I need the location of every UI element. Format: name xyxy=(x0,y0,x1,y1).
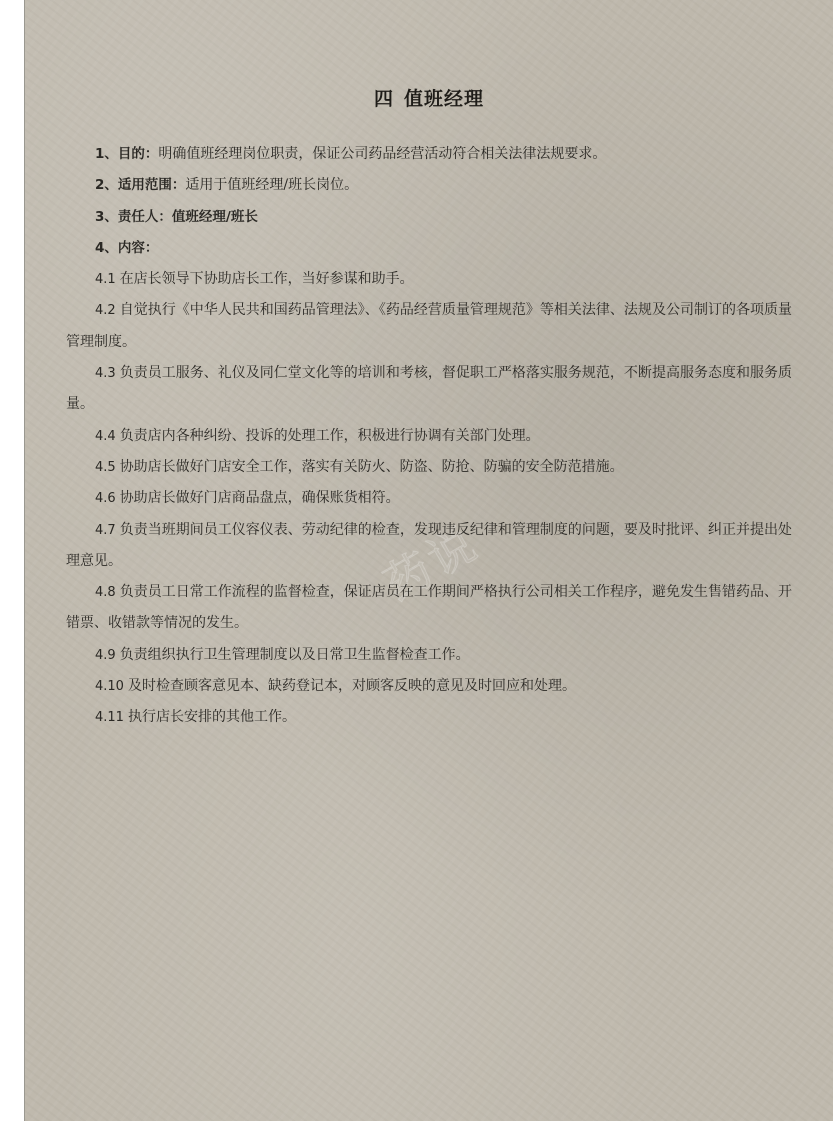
paragraph-scope xyxy=(66,170,792,201)
clause-number: 4.7 xyxy=(95,522,116,538)
clause-number: 4.11 xyxy=(95,710,124,726)
clause-4-9 xyxy=(66,640,792,671)
clause-4-2 xyxy=(66,295,792,358)
clause-text: 协助店长做好门店安全工作，落实有关防火、防盗、防抢、防骗的安全防范措施。 xyxy=(119,458,624,475)
page-title xyxy=(25,84,833,111)
clause-text: 及时检查顾客意见本、缺药登记本，对顾客反映的意见及时回应和处理。 xyxy=(127,678,576,695)
clause-text: 协助店长做好门店商品盘点，确保账货相符。 xyxy=(119,490,400,507)
paragraph-text: 适用于值班经理/班长岗位。 xyxy=(185,177,359,194)
clause-text: 负责员工日常工作流程的监督检查，保证店员在工作期间严格执行公司相关工作程序，避免发生售错药品、开错票、收错款等情况的发生。 xyxy=(66,584,792,632)
paragraph-label: 3、责任人：值班经理/班长 xyxy=(95,208,258,225)
watermark: 药说 xyxy=(374,514,489,612)
clause-number: 4.6 xyxy=(95,491,116,507)
clause-text: 负责当班期间员工仪容仪表、劳动纪律的检查，发现违反纪律和管理制度的问题，要及时批评、纠正并提出处理意见。 xyxy=(66,521,792,569)
document-body xyxy=(66,139,792,734)
clause-4-11 xyxy=(66,702,792,733)
paragraph-content-heading xyxy=(66,233,792,264)
clause-number: 4.3 xyxy=(95,366,116,382)
clause-number: 4.1 xyxy=(95,272,116,288)
clause-text: 自觉执行《中华人民共和国药品管理法》、《药品经营质量管理规范》等相关法律、法规及公司制订的各项质量管理制度。 xyxy=(66,302,792,350)
page-left-margin xyxy=(0,0,25,1121)
paragraph-label: 4、内容： xyxy=(95,239,159,256)
paragraph-purpose xyxy=(66,139,792,170)
paragraph-label: 2、适用范围： xyxy=(95,177,186,194)
paragraph-label: 1、目的： xyxy=(95,146,159,162)
clause-text: 负责店内各种纠纷、投诉的处理工作，积极进行协调有关部门处理。 xyxy=(119,427,540,444)
clause-text: 负责组织执行卫生管理制度以及日常卫生监督检查工作。 xyxy=(119,646,470,663)
clause-number: 4.10 xyxy=(95,679,124,695)
clause-text: 执行店长安排的其他工作。 xyxy=(127,709,296,726)
clause-number: 4.2 xyxy=(95,303,116,319)
paragraph-text: 明确值班经理岗位职责，保证公司药品经营活动符合相关法律法规要求。 xyxy=(158,146,607,162)
document-page xyxy=(25,0,833,1121)
clause-4-8 xyxy=(66,577,792,640)
page-right-margin xyxy=(833,0,840,1121)
clause-number: 4.9 xyxy=(95,647,116,663)
clause-4-7 xyxy=(66,515,792,578)
title-text: 值班经理 xyxy=(404,88,485,110)
clause-4-3 xyxy=(66,358,792,421)
clause-number: 4.4 xyxy=(95,428,116,444)
paragraph-responsible xyxy=(66,202,792,233)
clause-text: 负责员工服务、礼仪及同仁堂文化等的培训和考核，督促职工严格落实服务规范，不断提高服务态度和服务质量。 xyxy=(66,365,792,413)
clause-number: 4.8 xyxy=(95,585,116,601)
clause-text: 在店长领导下协助店长工作，当好参谋和助手。 xyxy=(119,271,414,288)
title-number: 四 xyxy=(373,88,394,110)
clause-number: 4.5 xyxy=(95,459,116,475)
clause-4-4 xyxy=(66,421,792,452)
clause-4-5 xyxy=(66,452,792,483)
clause-4-1 xyxy=(66,264,792,295)
clause-4-10 xyxy=(66,671,792,702)
clause-4-6 xyxy=(66,483,792,514)
